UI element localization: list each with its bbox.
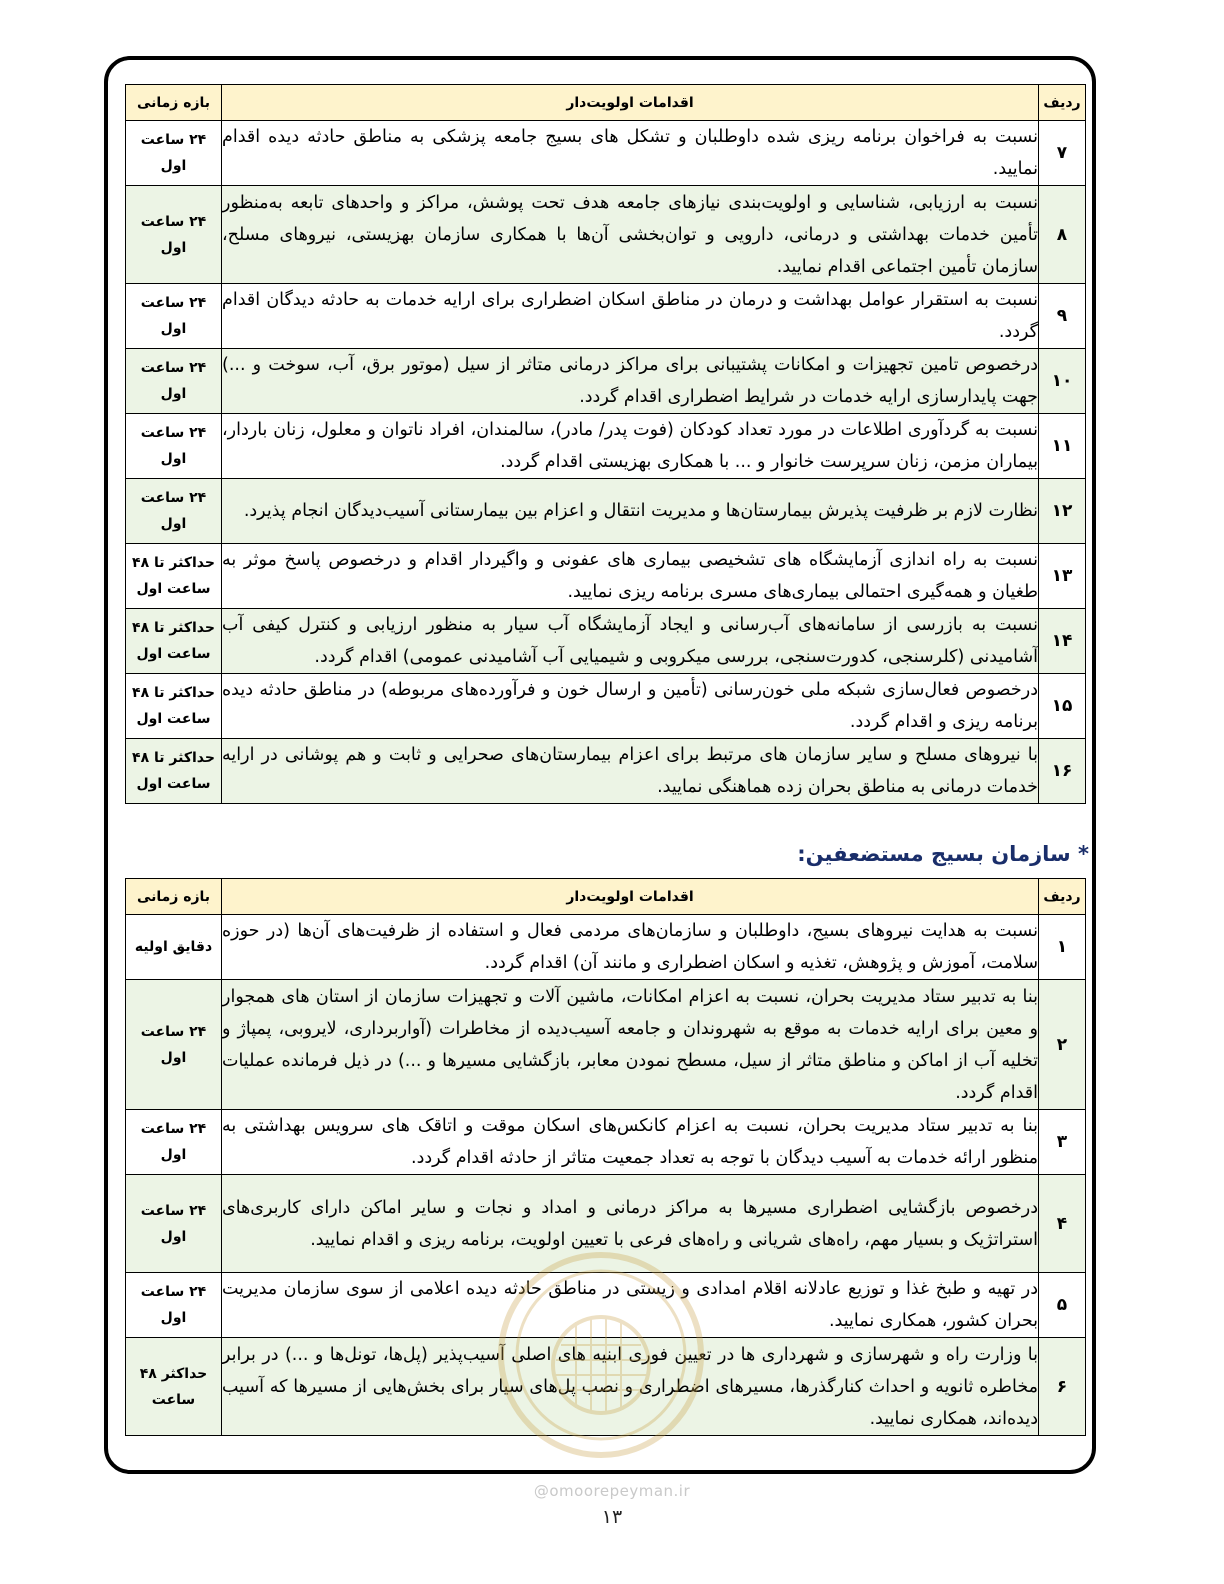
action-text: بنا به تدبیر ستاد مدیریت بحران، نسبت به اعزام کانکس‌های اسکان موقت و اتاقک های سرویس بهداشتی به منظور ارائه خدمات به آسیب دیدگان با توجه به تعداد جمعیت متاثر از حادثه اقدام گردد. bbox=[222, 1110, 1039, 1175]
row-number: ۳ bbox=[1039, 1110, 1086, 1175]
timeframe: ۲۴ ساعت اول bbox=[126, 186, 222, 284]
action-text: با نیروهای مسلح و سایر سازمان های مرتبط برای اعزام بیمارستان‌های صحرایی و ثابت و هم پوشانی در ارایه خدمات درمانی به مناطق بحران زده هماهنگی نمایید. bbox=[222, 739, 1039, 804]
row-number: ۱۲ bbox=[1039, 479, 1086, 544]
table-header-row bbox=[126, 85, 1086, 121]
timeframe: ۲۴ ساعت اول bbox=[126, 1273, 222, 1338]
action-text: نسبت به استقرار عوامل بهداشت و درمان در مناطق اسکان اضطراری برای ارایه خدمات به حادثه دیدگان اقدام گردد. bbox=[222, 284, 1039, 349]
timeframe: ۲۴ ساعت اول bbox=[126, 479, 222, 544]
timeframe: حداکثر تا ۴۸ ساعت اول bbox=[126, 544, 222, 609]
table-row bbox=[126, 915, 1086, 980]
row-number: ۱۰ bbox=[1039, 349, 1086, 414]
action-text: نسبت به هدایت نیروهای بسیج، داوطلبان و سازمان‌های مردمی فعال و استفاده از ظرفیت‌های آن‌ها (در حوزه سلامت، آموزش و پژوهش، تغذیه و اسکان اضطراری و مانند آن) اقدام گردد. bbox=[222, 915, 1039, 980]
action-text: بنا به تدبیر ستاد مدیریت بحران، نسبت به اعزام امکانات، ماشین آلات و تجهیزات سازمان از استان های همجوار و معین برای ارایه خدمات به موقع به شهروندان و جامعه آسیب‌دیده از مخاطرات (آواربرداری، لایروبی، پمپاژ و تخلیه آب از اماکن و مناطق متاثر از سیل، مسطح نمودن معابر، بازگشایی مسیرها و ...) در ذیل فرمانده عملیات اقدام گردد. bbox=[222, 980, 1039, 1110]
row-number: ۸ bbox=[1039, 186, 1086, 284]
table-row bbox=[126, 1175, 1086, 1273]
table-row bbox=[126, 479, 1086, 544]
timeframe: حداکثر تا ۴۸ ساعت اول bbox=[126, 674, 222, 739]
timeframe: ۲۴ ساعت اول bbox=[126, 284, 222, 349]
action-text: درخصوص بازگشایی اضطراری مسیرها به مراکز درمانی و امداد و نجات و سایر اماکن دارای کاربری‌های استراتژیک و بسیار مهم، راه‌های شریانی و راه‌های فرعی با تعیین اولویت، برنامه ریزی و اقدام نمایید. bbox=[222, 1175, 1039, 1273]
table-header-row bbox=[126, 879, 1086, 915]
row-number: ۱۳ bbox=[1039, 544, 1086, 609]
timeframe: حداکثر ۴۸ ساعت bbox=[126, 1338, 222, 1436]
section-title: * سازمان بسیج مستضعفین: bbox=[797, 842, 1089, 866]
row-number: ۴ bbox=[1039, 1175, 1086, 1273]
table-row bbox=[126, 544, 1086, 609]
page-number: ۱۳ bbox=[601, 1506, 623, 1528]
header-actions: اقدامات اولویت‌دار bbox=[222, 879, 1039, 915]
action-text: درخصوص فعال‌سازی شبکه ملی خون‌رسانی (تأمین و ارسال خون و فرآورده‌های مربوطه) در مناطق حادثه دیده برنامه ریزی و اقدام گردد. bbox=[222, 674, 1039, 739]
row-number: ۵ bbox=[1039, 1273, 1086, 1338]
row-number: ۹ bbox=[1039, 284, 1086, 349]
row-number: ۶ bbox=[1039, 1338, 1086, 1436]
action-text: در تهیه و طبخ غذا و توزیع عادلانه اقلام امدادی و زیستی در مناطق حادثه دیده اعلامی از سوی سازمان مدیریت بحران کشور، همکاری نمایید. bbox=[222, 1273, 1039, 1338]
priority-table-1 bbox=[125, 84, 1086, 804]
table-row bbox=[126, 609, 1086, 674]
timeframe: حداکثر تا ۴۸ ساعت اول bbox=[126, 609, 222, 674]
priority-table-2 bbox=[125, 878, 1086, 1436]
timeframe: ۲۴ ساعت اول bbox=[126, 1175, 222, 1273]
timeframe: حداکثر تا ۴۸ ساعت اول bbox=[126, 739, 222, 804]
action-text: درخصوص تامین تجهیزات و امکانات پشتیبانی برای مراکز درمانی متاثر از سیل (موتور برق، آب، سوخت و ...) جهت پایدارسازی ارایه خدمات در شرایط اضطراری اقدام گردد. bbox=[222, 349, 1039, 414]
header-actions: اقدامات اولویت‌دار bbox=[222, 85, 1039, 121]
table-row bbox=[126, 1338, 1086, 1436]
timeframe: ۲۴ ساعت اول bbox=[126, 414, 222, 479]
row-number: ۱۶ bbox=[1039, 739, 1086, 804]
timeframe: ۲۴ ساعت اول bbox=[126, 121, 222, 186]
row-number: ۱۵ bbox=[1039, 674, 1086, 739]
timeframe: دقایق اولیه bbox=[126, 915, 222, 980]
header-timeframe: بازه زمانی bbox=[126, 879, 222, 915]
table-row bbox=[126, 980, 1086, 1110]
header-row-number: ردیف bbox=[1039, 879, 1086, 915]
table-row bbox=[126, 414, 1086, 479]
table-row bbox=[126, 186, 1086, 284]
row-number: ۱۱ bbox=[1039, 414, 1086, 479]
action-text: نسبت به راه اندازی آزمایشگاه های تشخیصی بیماری های عفونی و واگیردار اقدام و درخصوص پاسخ موثر به طغیان و همه‌گیری احتمالی بیماری‌های مسری برنامه ریزی نمایید. bbox=[222, 544, 1039, 609]
action-text: با وزارت راه و شهرسازی و شهرداری ها در تعیین فوری ابنیه های اصلی آسیب‌پذیر (پل‌ها، تونل‌ها و ...) در برابر مخاطره ثانویه و احداث کنارگذرها، مسیرهای اضطراری و نصب پل‌های سیار برای بخش‌هایی از مسیرها که آسیب دیده‌اند، همکاری نمایید. bbox=[222, 1338, 1039, 1436]
action-text: نسبت به فراخوان برنامه ریزی شده داوطلبان و تشکل های بسیج جامعه پزشکی به مناطق حادثه دیده اقدام نمایید. bbox=[222, 121, 1039, 186]
row-number: ۲ bbox=[1039, 980, 1086, 1110]
timeframe: ۲۴ ساعت اول bbox=[126, 980, 222, 1110]
timeframe: ۲۴ ساعت اول bbox=[126, 1110, 222, 1175]
table-row bbox=[126, 284, 1086, 349]
action-text: نسبت به ارزیابی، شناسایی و اولویت‌بندی نیازهای جامعه هدف تحت پوشش، مراکز و واحدهای تابعه به‌منظور تأمین خدمات بهداشتی و درمانی، دارویی و توان‌بخشی آن‌ها با همکاری سازمان بهزیستی، نیروهای مسلح، سازمان تأمین اجتماعی اقدام نمایید. bbox=[222, 186, 1039, 284]
table-row bbox=[126, 121, 1086, 186]
action-text: نظارت لازم بر ظرفیت پذیرش بیمارستان‌ها و مدیریت انتقال و اعزام بین بیمارستانی آسیب‌دیدگان انجام پذیرد. bbox=[222, 479, 1039, 544]
header-timeframe: بازه زمانی bbox=[126, 85, 222, 121]
table-row bbox=[126, 1273, 1086, 1338]
row-number: ۱۴ bbox=[1039, 609, 1086, 674]
timeframe: ۲۴ ساعت اول bbox=[126, 349, 222, 414]
row-number: ۷ bbox=[1039, 121, 1086, 186]
action-text: نسبت به گردآوری اطلاعات در مورد تعداد کودکان (فوت پدر/ مادر)، سالمندان، افراد ناتوان و معلول، زنان باردار، بیماران مزمن، زنان سرپرست خانوار و ... با همکاری بهزیستی اقدام گردد. bbox=[222, 414, 1039, 479]
table-row bbox=[126, 1110, 1086, 1175]
action-text: نسبت به بازرسی از سامانه‌های آب‌رسانی و ایجاد آزمایشگاه آب سیار به منظور ارزیابی و کنترل کیفی آب آشامیدنی (کلرسنجی، کدورت‌سنجی، بررسی میکروبی و شیمیایی آب آشامیدنی عمومی) اقدام گردد. bbox=[222, 609, 1039, 674]
footer-watermark-url: @omoorepeyman.ir bbox=[533, 1482, 691, 1500]
header-row-number: ردیف bbox=[1039, 85, 1086, 121]
row-number: ۱ bbox=[1039, 915, 1086, 980]
table-row bbox=[126, 349, 1086, 414]
table-row bbox=[126, 739, 1086, 804]
table-row bbox=[126, 674, 1086, 739]
